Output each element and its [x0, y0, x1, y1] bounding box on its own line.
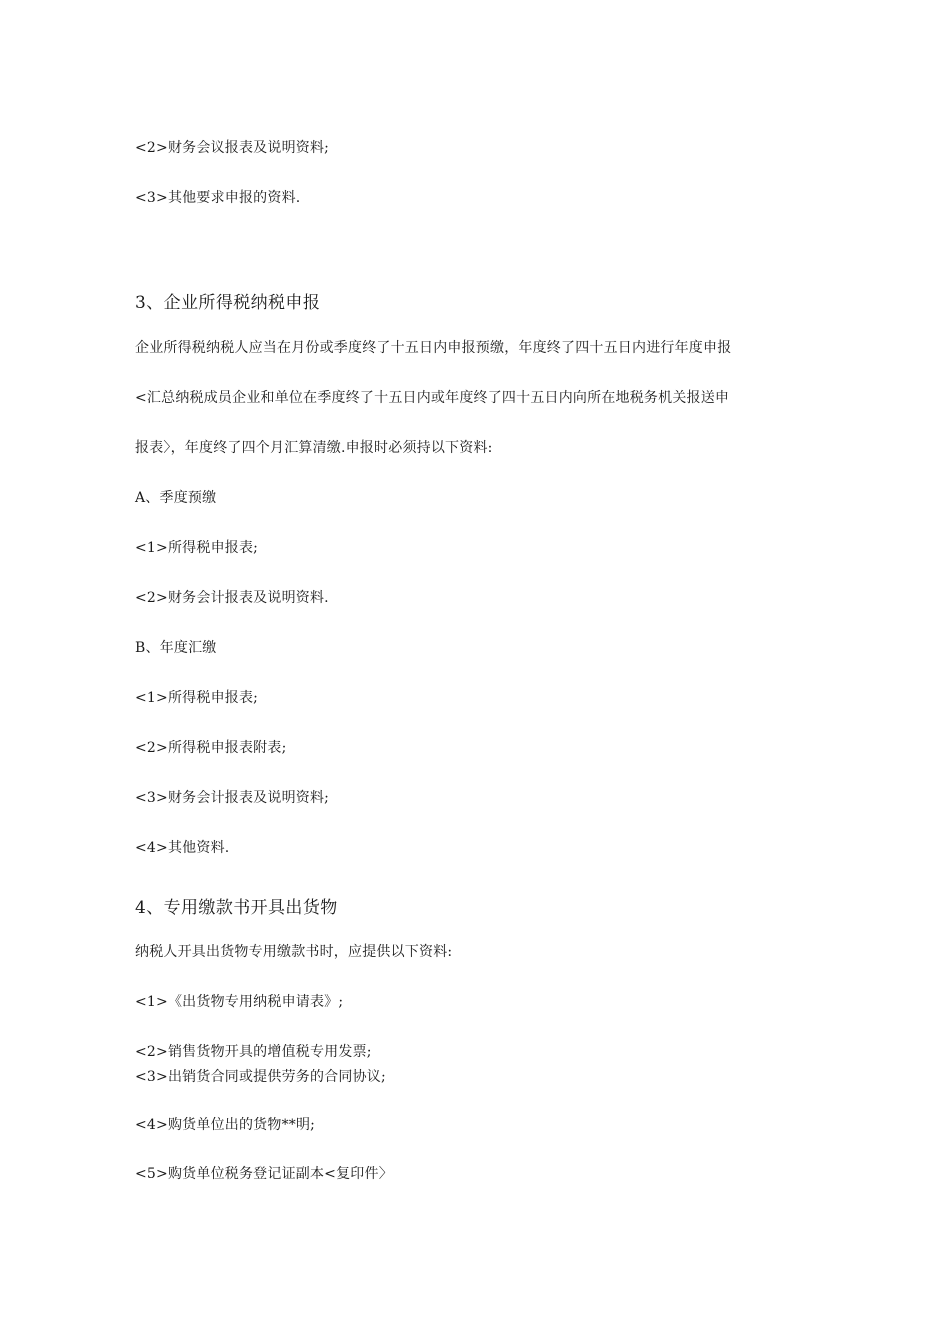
- list-item: <5>购货单位税务登记证副本<复印件〉: [135, 1166, 393, 1182]
- list-item: <4>购货单位出的货物**明;: [135, 1117, 316, 1133]
- section-heading: 4、专用缴款书开具出货物: [135, 898, 338, 918]
- section-heading: 3、企业所得税纳税申报: [135, 293, 321, 313]
- list-item: <3>财务会计报表及说明资料;: [135, 790, 330, 806]
- paragraph-line: 报表〉，年度终了四个月汇算清缴.申报时必须持以下资料:: [135, 440, 493, 456]
- list-item: <2>所得税申报表附表;: [135, 740, 287, 756]
- list-item: <4>其他资料.: [135, 840, 230, 856]
- subsection-label: B、年度汇缴: [135, 640, 217, 656]
- list-item: <1>所得税申报表;: [135, 540, 259, 556]
- paragraph-line: <汇总纳税成员企业和单位在季度终了十五日内或年度终了四十五日内向所在地税务机关报送申: [135, 390, 730, 406]
- subsection-label: A、季度预缴: [135, 490, 217, 506]
- list-item: <2>财务会计报表及说明资料.: [135, 590, 329, 606]
- list-item: <2>销售货物开具的增值税专用发票;: [135, 1044, 372, 1060]
- paragraph-line: 企业所得税纳税人应当在月份或季度终了十五日内申报预缴，年度终了四十五日内进行年度申报: [135, 340, 732, 356]
- list-item: <3>其他要求申报的资料.: [135, 190, 301, 206]
- paragraph-line: 纳税人开具出货物专用缴款书时，应提供以下资料:: [135, 944, 453, 960]
- list-item: <3>出销货合同或提供劳务的合同协议;: [135, 1069, 386, 1085]
- list-item: <1>《出货物专用纳税申请表》;: [135, 994, 344, 1010]
- list-item: <2>财务会议报表及说明资料;: [135, 140, 330, 156]
- list-item: <1>所得税申报表;: [135, 690, 259, 706]
